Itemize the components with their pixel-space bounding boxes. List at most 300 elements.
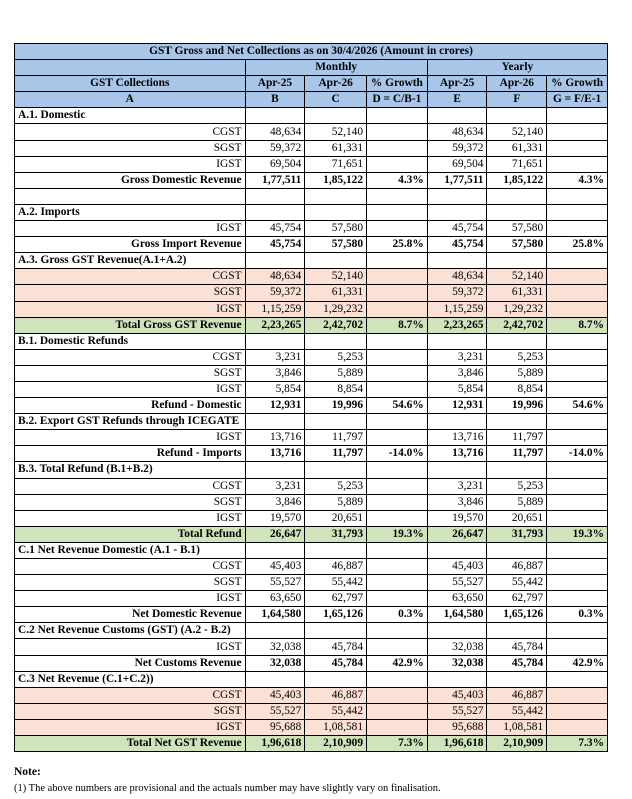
monthly-apr26-cell: 71,651: [305, 156, 367, 172]
monthly-growth-cell: [367, 140, 428, 156]
monthly-apr26-cell: 2,42,702: [305, 317, 367, 333]
monthly-growth-cell: [367, 430, 428, 446]
label-cell: IGST: [15, 221, 246, 237]
yearly-apr26-cell: 19,996: [487, 398, 547, 414]
monthly-apr26-cell: 45,784: [305, 639, 367, 655]
monthly-apr26-cell: 55,442: [305, 575, 367, 591]
monthly-apr26-cell: 8,854: [305, 381, 367, 397]
yearly-growth-cell: 54.6%: [547, 398, 608, 414]
monthly-growth-cell: 7.3%: [367, 736, 428, 752]
header-col-b: B: [245, 92, 305, 108]
yearly-apr25-cell: 26,647: [427, 526, 487, 542]
header-growth-yearly: % Growth: [547, 76, 608, 92]
yearly-apr25-cell: 59,372: [427, 285, 487, 301]
empty-cell: [547, 671, 608, 687]
yearly-apr26-cell: 46,887: [487, 687, 547, 703]
yearly-apr25-cell: 1,15,259: [427, 301, 487, 317]
monthly-apr26-cell: 57,580: [305, 237, 367, 253]
monthly-growth-cell: 0.3%: [367, 607, 428, 623]
yearly-growth-cell: [547, 285, 608, 301]
monthly-growth-cell: [367, 494, 428, 510]
label-cell: IGST: [15, 639, 246, 655]
yearly-growth-cell: 19.3%: [547, 526, 608, 542]
yearly-apr26-cell: 31,793: [487, 526, 547, 542]
table-row: [15, 510, 608, 526]
label-cell: Net Customs Revenue: [15, 655, 246, 671]
yearly-apr26-cell: 5,889: [487, 494, 547, 510]
monthly-growth-cell: [367, 124, 428, 140]
monthly-growth-cell: [367, 591, 428, 607]
empty-cell: [367, 253, 428, 269]
empty-cell: [245, 253, 305, 269]
table-row: [15, 430, 608, 446]
table-row: [15, 703, 608, 719]
yearly-apr25-cell: 32,038: [427, 655, 487, 671]
monthly-apr26-cell: 2,10,909: [305, 736, 367, 752]
empty-cell: [245, 623, 305, 639]
empty-cell: [547, 188, 608, 204]
yearly-growth-cell: 7.3%: [547, 736, 608, 752]
monthly-growth-cell: [367, 559, 428, 575]
monthly-apr25-cell: 95,688: [245, 719, 305, 735]
monthly-apr25-cell: 13,716: [245, 430, 305, 446]
monthly-growth-cell: 54.6%: [367, 398, 428, 414]
yearly-apr25-cell: 45,403: [427, 687, 487, 703]
yearly-apr26-cell: 46,887: [487, 559, 547, 575]
total-row: [15, 237, 608, 253]
empty-cell: [547, 108, 608, 124]
empty-cell: [305, 623, 367, 639]
table-row: [15, 349, 608, 365]
monthly-growth-cell: 4.3%: [367, 172, 428, 188]
label-cell: SGST: [15, 140, 246, 156]
section-heading: C.3 Net Revenue (C.1+C.2)): [15, 671, 246, 687]
section-heading: A.2. Imports: [15, 204, 246, 220]
empty-cell: [547, 462, 608, 478]
yearly-apr26-cell: 71,651: [487, 156, 547, 172]
monthly-growth-cell: [367, 719, 428, 735]
monthly-apr25-cell: 59,372: [245, 140, 305, 156]
monthly-apr25-cell: 2,23,265: [245, 317, 305, 333]
yearly-apr25-cell: 3,846: [427, 365, 487, 381]
label-cell: CGST: [15, 687, 246, 703]
empty-cell: [245, 108, 305, 124]
section-heading: A.1. Domestic: [15, 108, 246, 124]
monthly-apr26-cell: 52,140: [305, 124, 367, 140]
yearly-growth-cell: 8.7%: [547, 317, 608, 333]
header-apr25-yearly: Apr-25: [427, 76, 487, 92]
yearly-apr26-cell: 57,580: [487, 237, 547, 253]
yearly-apr25-cell: 19,570: [427, 510, 487, 526]
empty-cell: [487, 108, 547, 124]
monthly-apr26-cell: 46,887: [305, 687, 367, 703]
empty-cell: [487, 204, 547, 220]
header-gst-collections: GST Collections: [15, 76, 246, 92]
label-cell: IGST: [15, 301, 246, 317]
monthly-apr25-cell: 45,403: [245, 687, 305, 703]
monthly-growth-cell: [367, 575, 428, 591]
empty-cell: [245, 204, 305, 220]
yearly-apr25-cell: 32,038: [427, 639, 487, 655]
header-col-f: F: [487, 92, 547, 108]
yearly-apr25-cell: 45,754: [427, 237, 487, 253]
table-title: GST Gross and Net Collections as on 30/4/2026 (Amount in crores): [15, 44, 608, 60]
empty-cell: [427, 671, 487, 687]
monthly-apr25-cell: 45,403: [245, 559, 305, 575]
yearly-apr26-cell: 2,10,909: [487, 736, 547, 752]
header-apr26-yearly: Apr-26: [487, 76, 547, 92]
yearly-apr25-cell: 2,23,265: [427, 317, 487, 333]
yearly-apr25-cell: 69,504: [427, 156, 487, 172]
table-row: [15, 124, 608, 140]
monthly-growth-cell: 25.8%: [367, 237, 428, 253]
yearly-apr25-cell: 48,634: [427, 269, 487, 285]
monthly-apr26-cell: 46,887: [305, 559, 367, 575]
monthly-apr26-cell: 45,784: [305, 655, 367, 671]
empty-cell: [487, 542, 547, 558]
label-cell: SGST: [15, 575, 246, 591]
yearly-apr26-cell: 55,442: [487, 575, 547, 591]
yearly-apr25-cell: 48,634: [427, 124, 487, 140]
monthly-growth-cell: [367, 269, 428, 285]
gst-collections-table: [14, 43, 608, 752]
empty-cell: [245, 333, 305, 349]
yearly-apr25-cell: 45,403: [427, 559, 487, 575]
empty-cell: [427, 253, 487, 269]
header-col-d: D = C/B-1: [367, 92, 428, 108]
monthly-apr25-cell: 48,634: [245, 269, 305, 285]
blank-row: [15, 188, 608, 204]
monthly-apr25-cell: 32,038: [245, 655, 305, 671]
yearly-growth-cell: [547, 494, 608, 510]
monthly-growth-cell: 19.3%: [367, 526, 428, 542]
yearly-apr25-cell: 59,372: [427, 140, 487, 156]
monthly-apr26-cell: 20,651: [305, 510, 367, 526]
label-cell: SGST: [15, 365, 246, 381]
label-cell: SGST: [15, 703, 246, 719]
yearly-apr25-cell: 13,716: [427, 430, 487, 446]
section-row: [15, 204, 608, 220]
section-row: [15, 542, 608, 558]
monthly-apr25-cell: 69,504: [245, 156, 305, 172]
monthly-apr26-cell: 5,889: [305, 494, 367, 510]
monthly-apr25-cell: 1,64,580: [245, 607, 305, 623]
table-row: [15, 478, 608, 494]
empty-cell: [305, 462, 367, 478]
monthly-apr25-cell: 1,96,618: [245, 736, 305, 752]
monthly-apr25-cell: 26,647: [245, 526, 305, 542]
header-col-c: C: [305, 92, 367, 108]
header-col-a: A: [15, 92, 246, 108]
label-cell: CGST: [15, 349, 246, 365]
empty-cell: [487, 188, 547, 204]
yearly-apr26-cell: 61,331: [487, 285, 547, 301]
monthly-apr26-cell: 1,29,232: [305, 301, 367, 317]
section-heading: B.1. Domestic Refunds: [15, 333, 246, 349]
label-cell: Net Domestic Revenue: [15, 607, 246, 623]
yearly-apr25-cell: 5,854: [427, 381, 487, 397]
empty-cell: [427, 188, 487, 204]
empty-cell: [305, 542, 367, 558]
empty-cell: [245, 414, 305, 430]
monthly-apr26-cell: 19,996: [305, 398, 367, 414]
monthly-growth-cell: [367, 221, 428, 237]
table-row: [15, 269, 608, 285]
empty-cell: [427, 462, 487, 478]
yearly-growth-cell: [547, 221, 608, 237]
monthly-growth-cell: 8.7%: [367, 317, 428, 333]
yearly-growth-cell: 4.3%: [547, 172, 608, 188]
monthly-apr25-cell: 1,77,511: [245, 172, 305, 188]
label-cell: Refund - Imports: [15, 446, 246, 462]
empty-cell: [245, 188, 305, 204]
table-row: [15, 156, 608, 172]
yearly-growth-cell: [547, 591, 608, 607]
empty-cell: [305, 414, 367, 430]
section-row: [15, 253, 608, 269]
table-row: [15, 301, 608, 317]
section-row: [15, 462, 608, 478]
yearly-apr26-cell: 55,442: [487, 703, 547, 719]
empty-cell: [367, 542, 428, 558]
yearly-apr26-cell: 45,784: [487, 655, 547, 671]
empty-cell: [305, 204, 367, 220]
monthly-apr26-cell: 1,08,581: [305, 719, 367, 735]
yearly-growth-cell: [547, 381, 608, 397]
yearly-growth-cell: -14.0%: [547, 446, 608, 462]
monthly-apr26-cell: 55,442: [305, 703, 367, 719]
yearly-growth-cell: 0.3%: [547, 607, 608, 623]
section-row: [15, 333, 608, 349]
label-cell: CGST: [15, 478, 246, 494]
yearly-apr26-cell: 5,253: [487, 349, 547, 365]
yearly-growth-cell: [547, 575, 608, 591]
note-title: Note:: [14, 766, 41, 778]
empty-cell: [487, 414, 547, 430]
yearly-apr26-cell: 20,651: [487, 510, 547, 526]
monthly-apr26-cell: 57,580: [305, 221, 367, 237]
header-apr26-monthly: Apr-26: [305, 76, 367, 92]
section-heading: C.2 Net Revenue Customs (GST) (A.2 - B.2): [15, 623, 246, 639]
yearly-apr25-cell: 12,931: [427, 398, 487, 414]
monthly-apr26-cell: 11,797: [305, 430, 367, 446]
yearly-growth-cell: [547, 687, 608, 703]
monthly-growth-cell: [367, 285, 428, 301]
yearly-growth-cell: [547, 478, 608, 494]
empty-cell: [547, 542, 608, 558]
yearly-apr25-cell: 55,527: [427, 575, 487, 591]
yearly-apr25-cell: 3,231: [427, 349, 487, 365]
label-cell: CGST: [15, 269, 246, 285]
yearly-apr26-cell: 2,42,702: [487, 317, 547, 333]
total-row: [15, 317, 608, 333]
monthly-apr25-cell: 3,846: [245, 494, 305, 510]
empty-cell: [427, 623, 487, 639]
monthly-growth-cell: [367, 349, 428, 365]
empty-cell: [547, 623, 608, 639]
empty-cell: [367, 108, 428, 124]
monthly-growth-cell: [367, 639, 428, 655]
header-col-e: E: [427, 92, 487, 108]
monthly-apr25-cell: 5,854: [245, 381, 305, 397]
total-row: [15, 736, 608, 752]
table-row: [15, 719, 608, 735]
monthly-growth-cell: [367, 510, 428, 526]
yearly-apr25-cell: 45,754: [427, 221, 487, 237]
yearly-growth-cell: 42.9%: [547, 655, 608, 671]
monthly-apr26-cell: 11,797: [305, 446, 367, 462]
monthly-growth-cell: -14.0%: [367, 446, 428, 462]
section-row: [15, 108, 608, 124]
empty-cell: [547, 204, 608, 220]
label-cell: IGST: [15, 719, 246, 735]
empty-cell: [427, 542, 487, 558]
table-row: [15, 494, 608, 510]
monthly-apr26-cell: 61,331: [305, 285, 367, 301]
header-monthly: Monthly: [245, 60, 427, 76]
yearly-apr25-cell: 63,650: [427, 591, 487, 607]
empty-cell: [305, 671, 367, 687]
header-empty: [15, 60, 246, 76]
empty-cell: [427, 333, 487, 349]
total-row: [15, 655, 608, 671]
monthly-apr25-cell: 32,038: [245, 639, 305, 655]
yearly-growth-cell: [547, 719, 608, 735]
table-row: [15, 221, 608, 237]
label-cell: IGST: [15, 381, 246, 397]
empty-cell: [305, 333, 367, 349]
label-cell: Refund - Domestic: [15, 398, 246, 414]
note-text: (1) The above numbers are provisional and the actuals number may have slightly vary on finalisation.: [14, 783, 441, 794]
monthly-apr26-cell: 61,331: [305, 140, 367, 156]
total-row: [15, 172, 608, 188]
empty-cell: [305, 188, 367, 204]
label-cell: SGST: [15, 494, 246, 510]
yearly-apr26-cell: 1,08,581: [487, 719, 547, 735]
yearly-apr25-cell: 3,231: [427, 478, 487, 494]
table-row: [15, 140, 608, 156]
yearly-growth-cell: [547, 510, 608, 526]
yearly-apr26-cell: 1,85,122: [487, 172, 547, 188]
monthly-apr26-cell: 62,797: [305, 591, 367, 607]
empty-cell: [367, 671, 428, 687]
empty-cell: [15, 188, 246, 204]
yearly-apr25-cell: 1,64,580: [427, 607, 487, 623]
label-cell: IGST: [15, 510, 246, 526]
monthly-apr26-cell: 1,85,122: [305, 172, 367, 188]
yearly-growth-cell: [547, 430, 608, 446]
yearly-apr26-cell: 8,854: [487, 381, 547, 397]
total-row: [15, 607, 608, 623]
yearly-apr25-cell: 95,688: [427, 719, 487, 735]
yearly-apr26-cell: 5,889: [487, 365, 547, 381]
yearly-growth-cell: [547, 124, 608, 140]
empty-cell: [367, 333, 428, 349]
yearly-apr25-cell: 1,77,511: [427, 172, 487, 188]
yearly-growth-cell: [547, 301, 608, 317]
empty-cell: [487, 253, 547, 269]
empty-cell: [245, 671, 305, 687]
yearly-apr26-cell: 52,140: [487, 124, 547, 140]
monthly-apr25-cell: 19,570: [245, 510, 305, 526]
yearly-apr26-cell: 11,797: [487, 430, 547, 446]
monthly-apr26-cell: 5,253: [305, 349, 367, 365]
label-cell: Gross Domestic Revenue: [15, 172, 246, 188]
table-row: [15, 639, 608, 655]
monthly-apr25-cell: 3,231: [245, 478, 305, 494]
monthly-apr25-cell: 1,15,259: [245, 301, 305, 317]
section-heading: B.2. Export GST Refunds through ICEGATE: [15, 414, 246, 430]
empty-cell: [547, 253, 608, 269]
yearly-growth-cell: [547, 639, 608, 655]
table-row: [15, 365, 608, 381]
empty-cell: [427, 108, 487, 124]
label-cell: Total Net GST Revenue: [15, 736, 246, 752]
yearly-apr25-cell: 13,716: [427, 446, 487, 462]
monthly-apr26-cell: 52,140: [305, 269, 367, 285]
total-row: [15, 526, 608, 542]
monthly-apr25-cell: 45,754: [245, 221, 305, 237]
label-cell: CGST: [15, 559, 246, 575]
empty-cell: [427, 414, 487, 430]
empty-cell: [305, 253, 367, 269]
yearly-apr25-cell: 55,527: [427, 703, 487, 719]
monthly-apr25-cell: 55,527: [245, 703, 305, 719]
monthly-apr25-cell: 45,754: [245, 237, 305, 253]
monthly-growth-cell: [367, 301, 428, 317]
section-row: [15, 671, 608, 687]
monthly-growth-cell: [367, 156, 428, 172]
yearly-apr26-cell: 1,65,126: [487, 607, 547, 623]
header-growth-monthly: % Growth: [367, 76, 428, 92]
yearly-apr26-cell: 45,784: [487, 639, 547, 655]
yearly-growth-cell: [547, 156, 608, 172]
yearly-growth-cell: [547, 269, 608, 285]
monthly-apr25-cell: 55,527: [245, 575, 305, 591]
yearly-apr26-cell: 5,253: [487, 478, 547, 494]
label-cell: CGST: [15, 124, 246, 140]
monthly-growth-cell: [367, 703, 428, 719]
monthly-apr25-cell: 13,716: [245, 446, 305, 462]
label-cell: Total Refund: [15, 526, 246, 542]
section-heading: C.1 Net Revenue Domestic (A.1 - B.1): [15, 542, 246, 558]
empty-cell: [487, 462, 547, 478]
monthly-apr26-cell: 5,253: [305, 478, 367, 494]
empty-cell: [487, 623, 547, 639]
header-yearly: Yearly: [427, 60, 607, 76]
section-heading: B.3. Total Refund (B.1+B.2): [15, 462, 246, 478]
yearly-growth-cell: [547, 349, 608, 365]
label-cell: IGST: [15, 430, 246, 446]
empty-cell: [367, 188, 428, 204]
monthly-apr26-cell: 1,65,126: [305, 607, 367, 623]
empty-cell: [367, 462, 428, 478]
monthly-apr25-cell: 3,231: [245, 349, 305, 365]
empty-cell: [305, 108, 367, 124]
section-heading: A.3. Gross GST Revenue(A.1+A.2): [15, 253, 246, 269]
table-row: [15, 575, 608, 591]
header-col-g: G = F/E-1: [547, 92, 608, 108]
empty-cell: [367, 414, 428, 430]
monthly-apr25-cell: 59,372: [245, 285, 305, 301]
empty-cell: [547, 414, 608, 430]
monthly-apr25-cell: 48,634: [245, 124, 305, 140]
label-cell: IGST: [15, 591, 246, 607]
yearly-apr25-cell: 3,846: [427, 494, 487, 510]
label-cell: Gross Import Revenue: [15, 237, 246, 253]
monthly-growth-cell: [367, 687, 428, 703]
yearly-growth-cell: 25.8%: [547, 237, 608, 253]
